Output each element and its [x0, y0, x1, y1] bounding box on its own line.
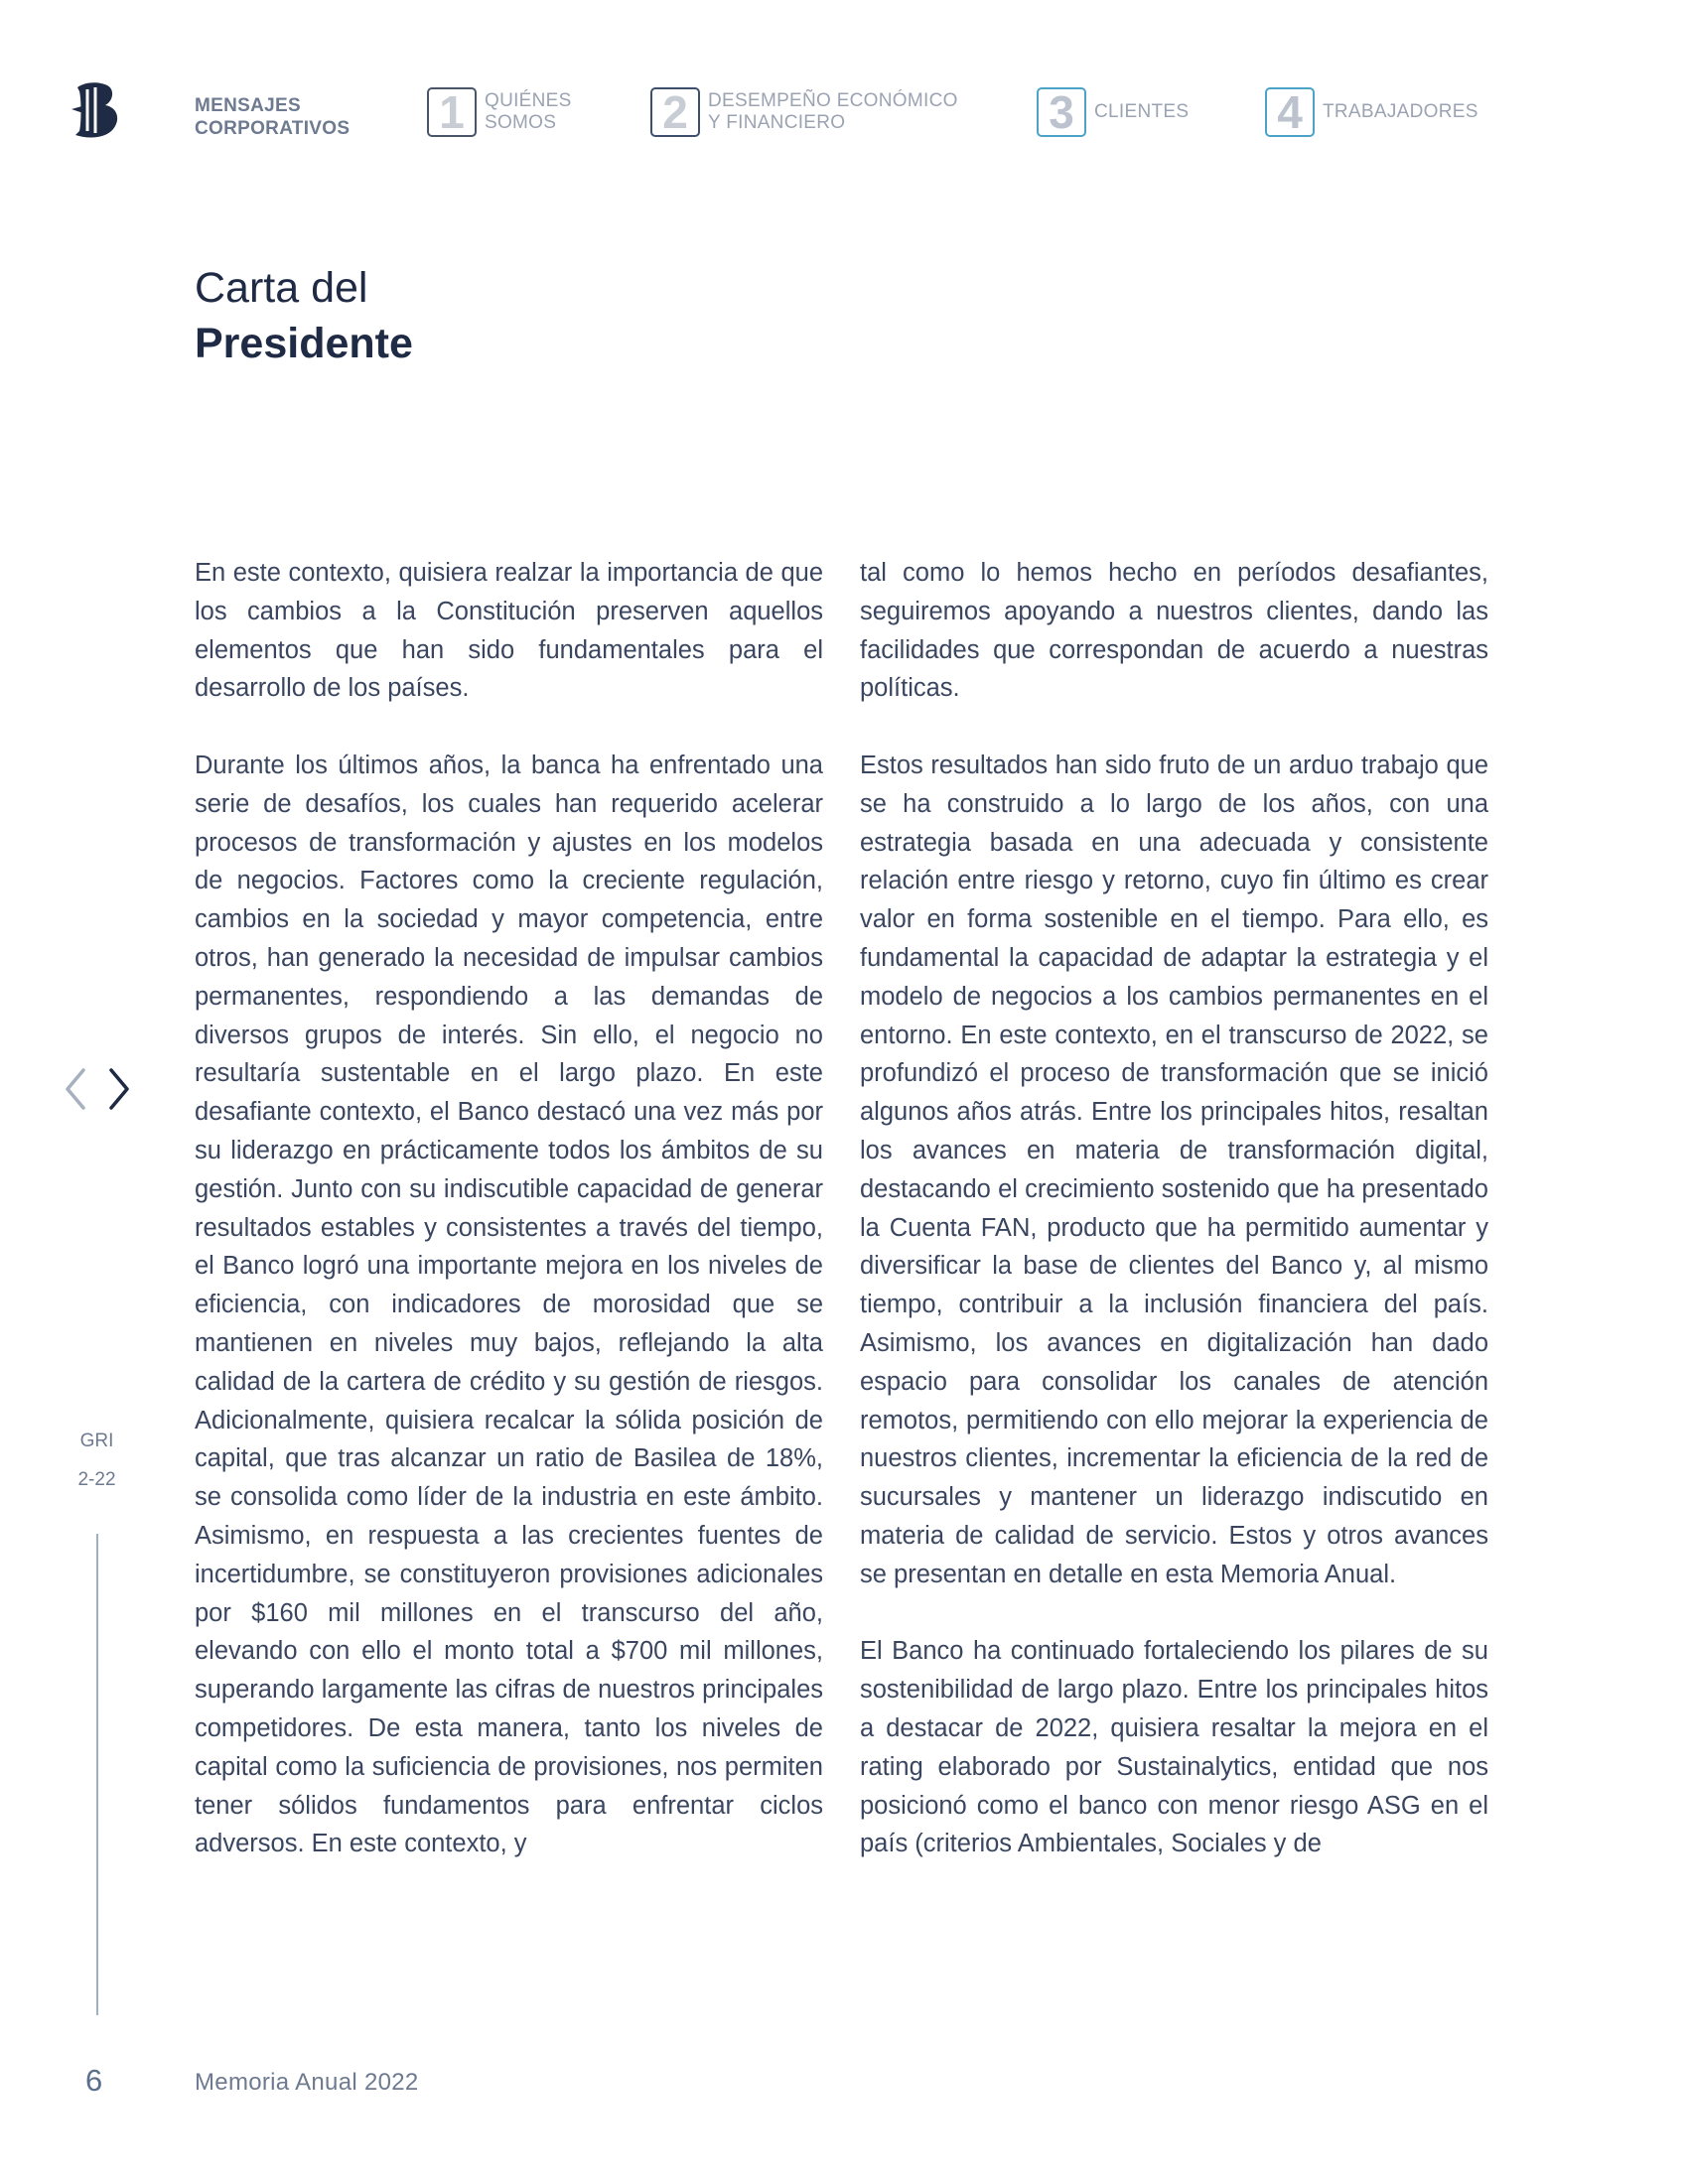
body-column-right: [860, 554, 1488, 1902]
paragraph: El Banco ha continuado fortaleciendo los pilares de su sostenibilidad de largo plazo. Entre los principales hitos a destacar de 2022, quisiera resaltar la mejora en el rating elaborado por Sustainalytics, entidad que nos posicionó como el banco con menor riesgo ASG en el país (criterios Ambientales, Sociales y de: [860, 1637, 1488, 1858]
chevron-left-icon[interactable]: [60, 1064, 93, 1114]
nav-section-number: 2: [650, 87, 700, 137]
nav-section-label: [485, 90, 572, 134]
page-number: 6: [85, 2063, 103, 2098]
nav-label-line1: TRABAJADORES: [1323, 101, 1478, 122]
page-title: [195, 260, 413, 371]
nav-section-clientes[interactable]: [1037, 84, 1189, 140]
page-title-line1: Carta del: [195, 264, 368, 312]
paragraph: En este contexto, quisiera realzar la importancia de que los cambios a la Constitución preserven aquellos elementos que han sido fundamentales para el desarrollo de los países.: [195, 559, 823, 703]
gri-label: GRI: [79, 1431, 114, 1451]
nav-corporate-line2: CORPORATIVOS: [195, 118, 351, 139]
body-column-left: [195, 554, 823, 1902]
chevron-right-icon[interactable]: [101, 1064, 135, 1114]
nav-label-line2: SOMOS: [485, 112, 557, 133]
paragraph: tal como lo hemos hecho en períodos desafiantes, seguiremos apoyando a nuestros clientes, dando las facilidades que correspondan de acuerdo a nuestras políticas.: [860, 559, 1488, 703]
nav-section-number: 4: [1265, 87, 1315, 137]
sidebar-divider: [96, 1534, 98, 2015]
nav-section-label: [1094, 101, 1189, 123]
nav-section-label: [708, 90, 958, 134]
page-navigation: [60, 1064, 139, 1114]
paragraph: Estos resultados han sido fruto de un arduo trabajo que se ha construido a lo largo de los años, con una estrategia basada en una adecuada y consistente relación entre riesgo y retorno, cuyo fin último es crear valor en forma sostenible en el tiempo. Para ello, es fundamental la capacidad de adaptar la estrategia y el modelo de negocios a los cambios permanentes en el entorno. En este contexto, en el transcurso de 2022, se profundizó el proceso de transformación que se inició algunos años atrás. Entre los principales hitos, resaltan los avances en materia de transformación digital, destacando el crecimiento sostenido que ha presentado la Cuenta FAN, producto que ha permitido aumentar y diversificar la base de clientes del Banco y, al mismo tiempo, contribuir a la inclusión financiera del país. Asimismo, los avances en digitalización han dado espacio para consolidar los canales de atención remotos, permitiendo con ello mejorar la experiencia de nuestros clientes, incrementar la eficiencia de la red de sucursales y mantener un liderazgo indiscutido en materia de calidad de servicio. Estos y otros avances se presentan en detalle en esta Memoria Anual.: [860, 751, 1488, 1588]
nav-section-number: 3: [1037, 87, 1086, 137]
page-title-line2: Presidente: [195, 320, 413, 367]
paragraph: Durante los últimos años, la banca ha enfrentado una serie de desafíos, los cuales han requerido acelerar procesos de transformación y ajustes en los modelos de negocios. Factores como la creciente regulación, cambios en la sociedad y mayor competencia, entre otros, han generado la necesidad de impulsar cambios permanentes, respondiendo a las demandas de diversos grupos de interés. Sin ello, el negocio no resultaría sustentable en el largo plazo. En este desafiante contexto, el Banco destacó una vez más por su liderazgo en prácticamente todos los ámbitos de su gestión. Junto con su indiscutible capacidad de generar resultados estables y consistentes a través del tiempo, el Banco logró una importante mejora en los niveles de eficiencia, con indicadores de morosidad que se mantienen en niveles muy bajos, reflejando la alta calidad de la cartera de crédito y su gestión de riesgos. Adicionalmente, quisiera recalcar la sólida posición de capital, que tras alcanzar un ratio de Basilea de 18%, se consolida como líder de la industria en este ámbito. Asimismo, en respuesta a las crecientes fuentes de incertidumbre, se constituyeron provisiones adicionales por $160 mil millones en el transcurso del año, elevando con ello el monto total a $700 mil millones, superando largamente las cifras de nuestros principales competidores. De esta manera, tanto los niveles de capital como la suficiencia de provisiones, nos permiten tener sólidos fundamentos para enfrentar ciclos adversos. En este contexto, y: [195, 751, 823, 1858]
nav-section-number: 1: [427, 87, 477, 137]
nav-section-desempeno[interactable]: [650, 84, 958, 140]
bank-logo-icon[interactable]: [71, 79, 125, 141]
nav-label-line1: CLIENTES: [1094, 101, 1190, 122]
nav-corporate-messages[interactable]: [195, 94, 363, 140]
nav-section-quienes-somos[interactable]: [427, 84, 572, 140]
nav-label-line1: QUIÉNES: [485, 90, 572, 111]
nav-corporate-line1: MENSAJES: [195, 95, 301, 116]
gri-reference: [60, 1422, 134, 1499]
nav-section-trabajadores[interactable]: [1265, 84, 1478, 140]
nav-label-line1: DESEMPEÑO ECONÓMICO: [708, 90, 958, 111]
footer-report-title: Memoria Anual 2022: [195, 2069, 419, 2096]
gri-code: 2-22: [77, 1469, 116, 1490]
nav-section-label: [1323, 101, 1478, 123]
nav-label-line2: Y FINANCIERO: [708, 112, 846, 133]
